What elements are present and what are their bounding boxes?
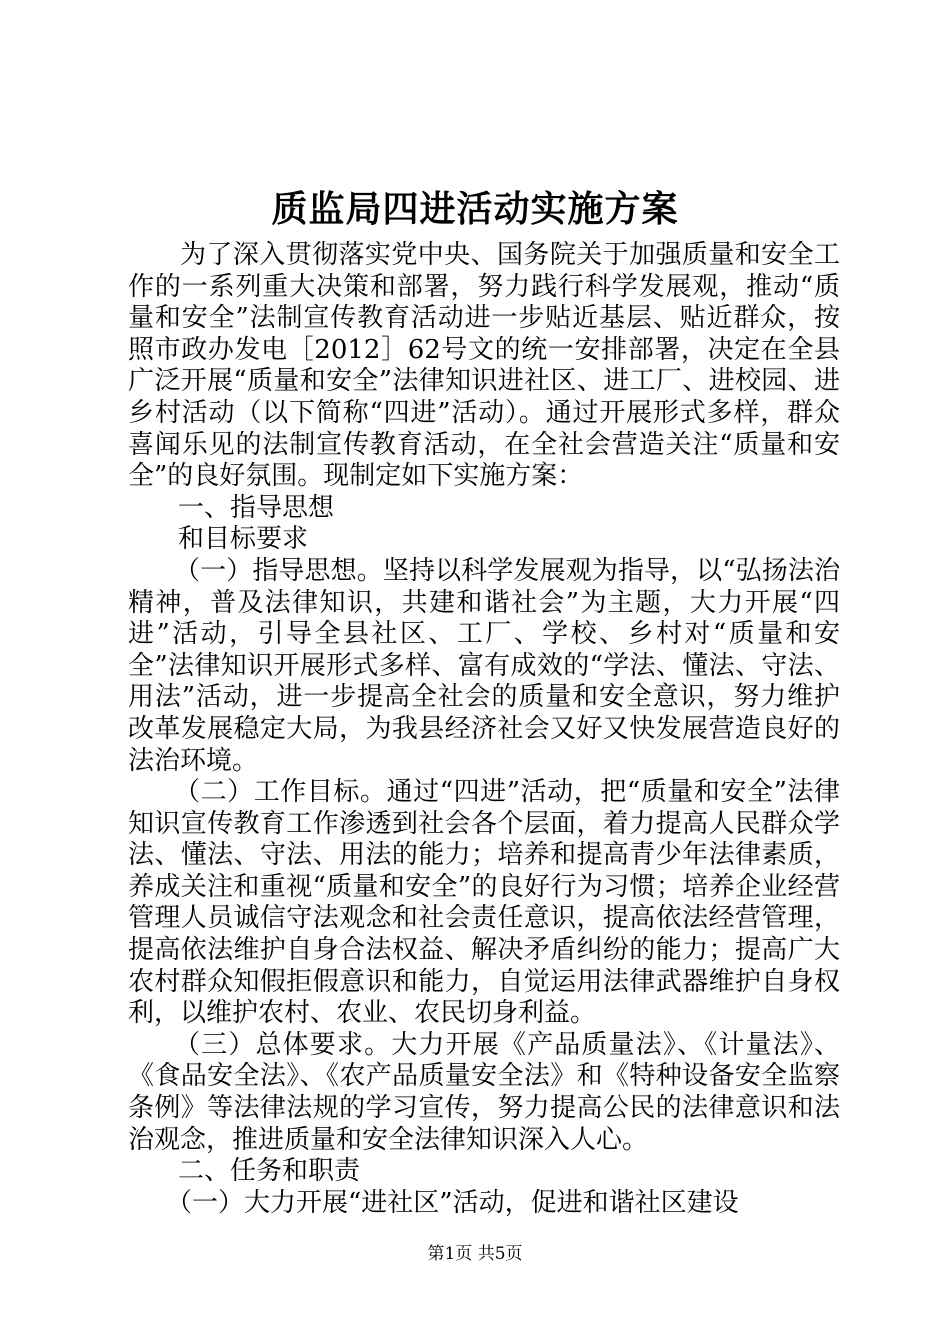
- subsection-heading-community: （一）大力开展“进社区”活动，促进和谐社区建设: [166, 1187, 739, 1218]
- intro-paragraph: 为了深入贯彻落实党中央、国务院关于加强质量和安全工作的一系列重大决策和部署，努力践行科学发展观，推动“质量和安全”法制宣传教育活动进一步贴近基层、贴近群众，按照市政办发电［2012］62号文的统一安排部署，决定在全县广泛开展“质量和安全”法律知识进社区、进工厂、进校园、进乡村活动（以下简称“四进”活动）。通过开展形式多样，群众喜闻乐见的法制宣传教育活动，在全社会营造关注“质量和安全”的良好氛围。现制定如下实施方案：: [128, 240, 840, 492]
- page-number-footer: 第1页 共5页: [427, 1244, 523, 1264]
- paragraph-guiding-thought: （一）指导思想。坚持以科学发展观为指导，以“弘扬法治精神，普及法律知识，共建和谐社会”为主题，大力开展“四进”活动，引导全县社区、工厂、学校、乡村对“质量和安全”法律知识开展形式多样、富有成效的“学法、懂法、守法、用法”活动，进一步提高全社会的质量和安全意识，努力维护改革发展稳定大局，为我县经济社会又好又快发展营造良好的法治环境。: [128, 555, 840, 776]
- section-heading-2: 二、任务和职责: [178, 1156, 361, 1187]
- section-heading-1: 一、指导思想: [178, 492, 335, 523]
- document-title: 质监局四进活动实施方案: [271, 188, 679, 230]
- paragraph-work-goals: （二）工作目标。通过“四进”活动，把“质量和安全”法律知识宣传教育工作渗透到社会各个层面，着力提高人民群众学法、懂法、守法、用法的能力；培养和提高青少年法律素质，养成关注和重视“质量和安全”的良好行为习惯；培养企业经营管理人员诚信守法观念和社会责任意识，提高依法经营管理，提高依法维护自身合法权益、解决矛盾纠纷的能力；提高广大农村群众知假拒假意识和能力，自觉运用法律武器维护自身权利，以维护农村、农业、农民切身利益。: [128, 777, 840, 1029]
- document-body: [128, 240, 840, 1219]
- paragraph-general-requirements: （三）总体要求。大力开展《产品质量法》、《计量法》、《食品安全法》、《农产品质量安全法》和《特种设备安全监察条例》等法律法规的学习宣传，努力提高公民的法律意识和法治观念，推进质量和安全法律知识深入人心。: [128, 1029, 840, 1155]
- section-heading-1-cont: 和目标要求: [178, 524, 309, 555]
